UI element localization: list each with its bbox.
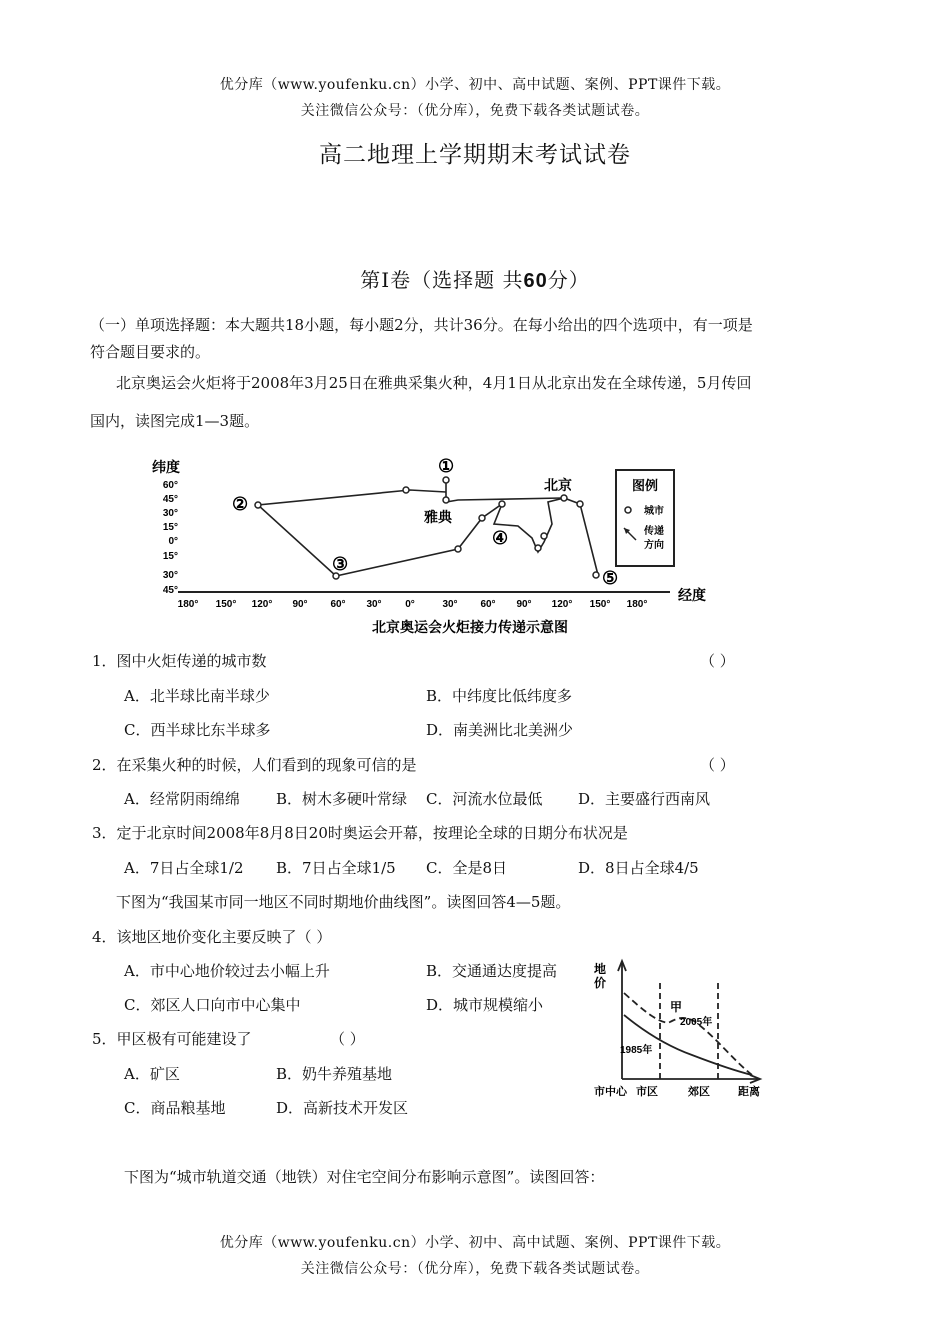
question-3-option-d: D．8日占全球4/5 [578, 859, 699, 877]
question-1-answer-blank: （ ） [700, 652, 735, 670]
question-4-option-b: B．交通通达度提高 [426, 962, 558, 980]
y-tick: 30° [162, 570, 178, 581]
question-1-option-d: D．南美洲比北美洲少 [426, 721, 574, 739]
y-label-1: 地 [594, 962, 607, 976]
question-2-answer-blank: （ ） [700, 756, 735, 774]
question-1-option-a: A．北半球比南半球少 [124, 687, 270, 705]
y-tick: 15° [162, 551, 178, 562]
question-2 [92, 754, 417, 775]
city-marker [577, 501, 583, 507]
city-marker [593, 572, 599, 578]
city-label-beijing: 北京 [544, 477, 572, 493]
x-axis-label: 经度 [678, 587, 706, 603]
footer-line-2: 关注微信公众号：（优分库），免费下载各类试题试卷。 [300, 1261, 650, 1277]
marker-5: ⑤ [602, 568, 619, 588]
x-tick: 60° [330, 599, 346, 610]
question-1-option-c: C．西半球比东半球多 [124, 721, 271, 739]
legend-direction-label-2: 方向 [644, 540, 664, 551]
legend-title: 图例 [632, 478, 659, 493]
question-4-number: 4． [92, 928, 117, 946]
page-title: 高二地理上学期期末考试试卷 [319, 142, 631, 168]
question-1-option-b: B．中纬度比低纬度多 [426, 687, 573, 705]
y-axis-label: 纬度 [152, 459, 180, 475]
question-5-option-d: D．高新技术开发区 [276, 1099, 409, 1117]
section-heading [0, 264, 950, 293]
land-price-chart [590, 955, 770, 1105]
x-label-distance: 距离 [738, 1086, 760, 1098]
x-tick: 150° [589, 599, 611, 610]
y-tick: 45° [162, 585, 178, 596]
section-score: 60 [523, 270, 548, 292]
city-marker [479, 515, 485, 521]
y-tick: 30° [162, 508, 178, 519]
y-tick: 15° [162, 522, 178, 533]
year-1985-label: 1985年 [620, 1045, 653, 1056]
question-2-option-c: C．河流水位最低 [426, 790, 543, 808]
map-legend [616, 470, 674, 566]
instructions-line-1: （一）单项选择题：本大题共18小题，每小题2分，共计36分。在每小给出的四个选项中，有一项是 [90, 316, 753, 334]
question-1 [92, 650, 267, 671]
question-5-text: 甲区极有可能建设了 [116, 1030, 252, 1048]
header-line-2: 关注微信公众号：（优分库），免费下载各类试题试卷。 [300, 103, 650, 119]
marker-3: ③ [332, 554, 349, 574]
x-tick: 180° [626, 599, 648, 610]
city-marker [255, 502, 261, 508]
section-suffix: 分） [547, 268, 590, 292]
question-5-option-c: C．商品粮基地 [124, 1099, 226, 1117]
x-label-center: 市中心 [594, 1086, 627, 1098]
question-4-option-d: D．城市规模缩小 [426, 996, 544, 1014]
question-2-option-b: B．树木多硬叶常绿 [276, 790, 408, 808]
marker-4: ④ [492, 528, 509, 548]
question-4-text: 该地区地价变化主要反映了（ ） [116, 928, 332, 946]
marker-1: ① [438, 456, 455, 476]
x-tick: 120° [551, 599, 573, 610]
question-5 [92, 1028, 252, 1049]
map-caption: 北京奥运会火炬接力传递示意图 [372, 619, 568, 635]
question-4-option-c: C．郊区人口向市中心集中 [124, 996, 301, 1014]
question-2-option-a: A．经常阴雨绵绵 [124, 790, 240, 808]
question-1-number: 1． [92, 652, 117, 670]
x-tick: 150° [215, 599, 237, 610]
section-prefix: 第Ⅰ卷（选择题 共 [360, 268, 524, 292]
torch-relay-map [140, 452, 706, 644]
question-3-option-a: A．7日占全球1/2 [124, 859, 244, 877]
question-3-option-b: B．7日占全球1/5 [276, 859, 396, 877]
x-tick: 30° [442, 599, 458, 610]
question-3-option-c: C．全是8日 [426, 859, 508, 877]
x-label-urban: 市区 [636, 1086, 658, 1098]
x-tick: 0° [405, 599, 415, 610]
land-price-intro: 下图为“我国某市同一地区不同时期地价曲线图”。读图回答4—5题。 [116, 893, 571, 911]
x-tick: 90° [516, 599, 532, 610]
question-1-text: 图中火炬传递的城市数 [116, 652, 267, 670]
city-marker [499, 501, 505, 507]
question-5-number: 5． [92, 1030, 117, 1048]
city-marker [455, 546, 461, 552]
intro-line-1: 北京奥运会火炬将于2008年3月25日在雅典采集火种，4月1日从北京出发在全球传递，5月传回 [116, 374, 752, 392]
x-tick: 120° [251, 599, 273, 610]
city-marker [535, 545, 541, 551]
city-marker [443, 477, 449, 483]
instructions-line-2: 符合题目要求的。 [90, 343, 211, 361]
x-ticks [178, 599, 648, 610]
question-3-number: 3． [92, 824, 117, 842]
zone-jia-label: 甲 [670, 1000, 683, 1014]
metro-intro: 下图为“城市轨道交通（地铁）对住宅空间分布影响示意图”。读图回答： [124, 1168, 605, 1186]
curve-2005 [624, 993, 752, 1075]
question-2-number: 2． [92, 756, 117, 774]
question-3 [92, 822, 628, 843]
city-marker [403, 487, 409, 493]
city-label-athens: 雅典 [424, 509, 452, 525]
intro-line-2: 国内，读图完成1—3题。 [90, 412, 260, 430]
question-5-answer-blank: （ ） [330, 1030, 365, 1048]
question-5-option-a: A．矿区 [124, 1065, 180, 1083]
year-2005-label: 2005年 [680, 1017, 713, 1028]
header-line-1: 优分库（www.youfenku.cn）小学、初中、高中试题、案例、PPT课件下载。 [219, 77, 731, 93]
x-tick: 60° [480, 599, 496, 610]
x-tick: 90° [292, 599, 308, 610]
city-marker [541, 533, 547, 539]
city-marker [443, 497, 449, 503]
question-4 [92, 926, 331, 947]
y-label-2: 价 [594, 976, 607, 990]
question-5-option-b: B．奶牛养殖基地 [276, 1065, 393, 1083]
footer-line-1: 优分库（www.youfenku.cn）小学、初中、高中试题、案例、PPT课件下载。 [219, 1235, 731, 1251]
legend-city-symbol [625, 507, 631, 513]
x-tick: 180° [177, 599, 199, 610]
question-2-option-d: D．主要盛行西南风 [578, 790, 711, 808]
y-tick: 0° [168, 536, 178, 547]
relay-route [258, 480, 598, 576]
x-tick: 30° [366, 599, 382, 610]
y-tick: 45° [162, 494, 178, 505]
y-ticks [163, 480, 178, 596]
legend-direction-label-1: 传递 [644, 526, 664, 537]
legend-city-label: 城市 [644, 506, 664, 517]
marker-2: ② [232, 494, 249, 514]
y-tick: 60° [162, 480, 178, 491]
city-marker [561, 495, 567, 501]
question-3-text: 定于北京时间2008年8月8日20时奥运会开幕，按理论全球的日期分布状况是 [116, 824, 628, 842]
x-label-suburb: 郊区 [688, 1086, 710, 1098]
question-2-text: 在采集火种的时候，人们看到的现象可信的是 [116, 756, 417, 774]
question-4-option-a: A．市中心地价较过去小幅上升 [124, 962, 330, 980]
